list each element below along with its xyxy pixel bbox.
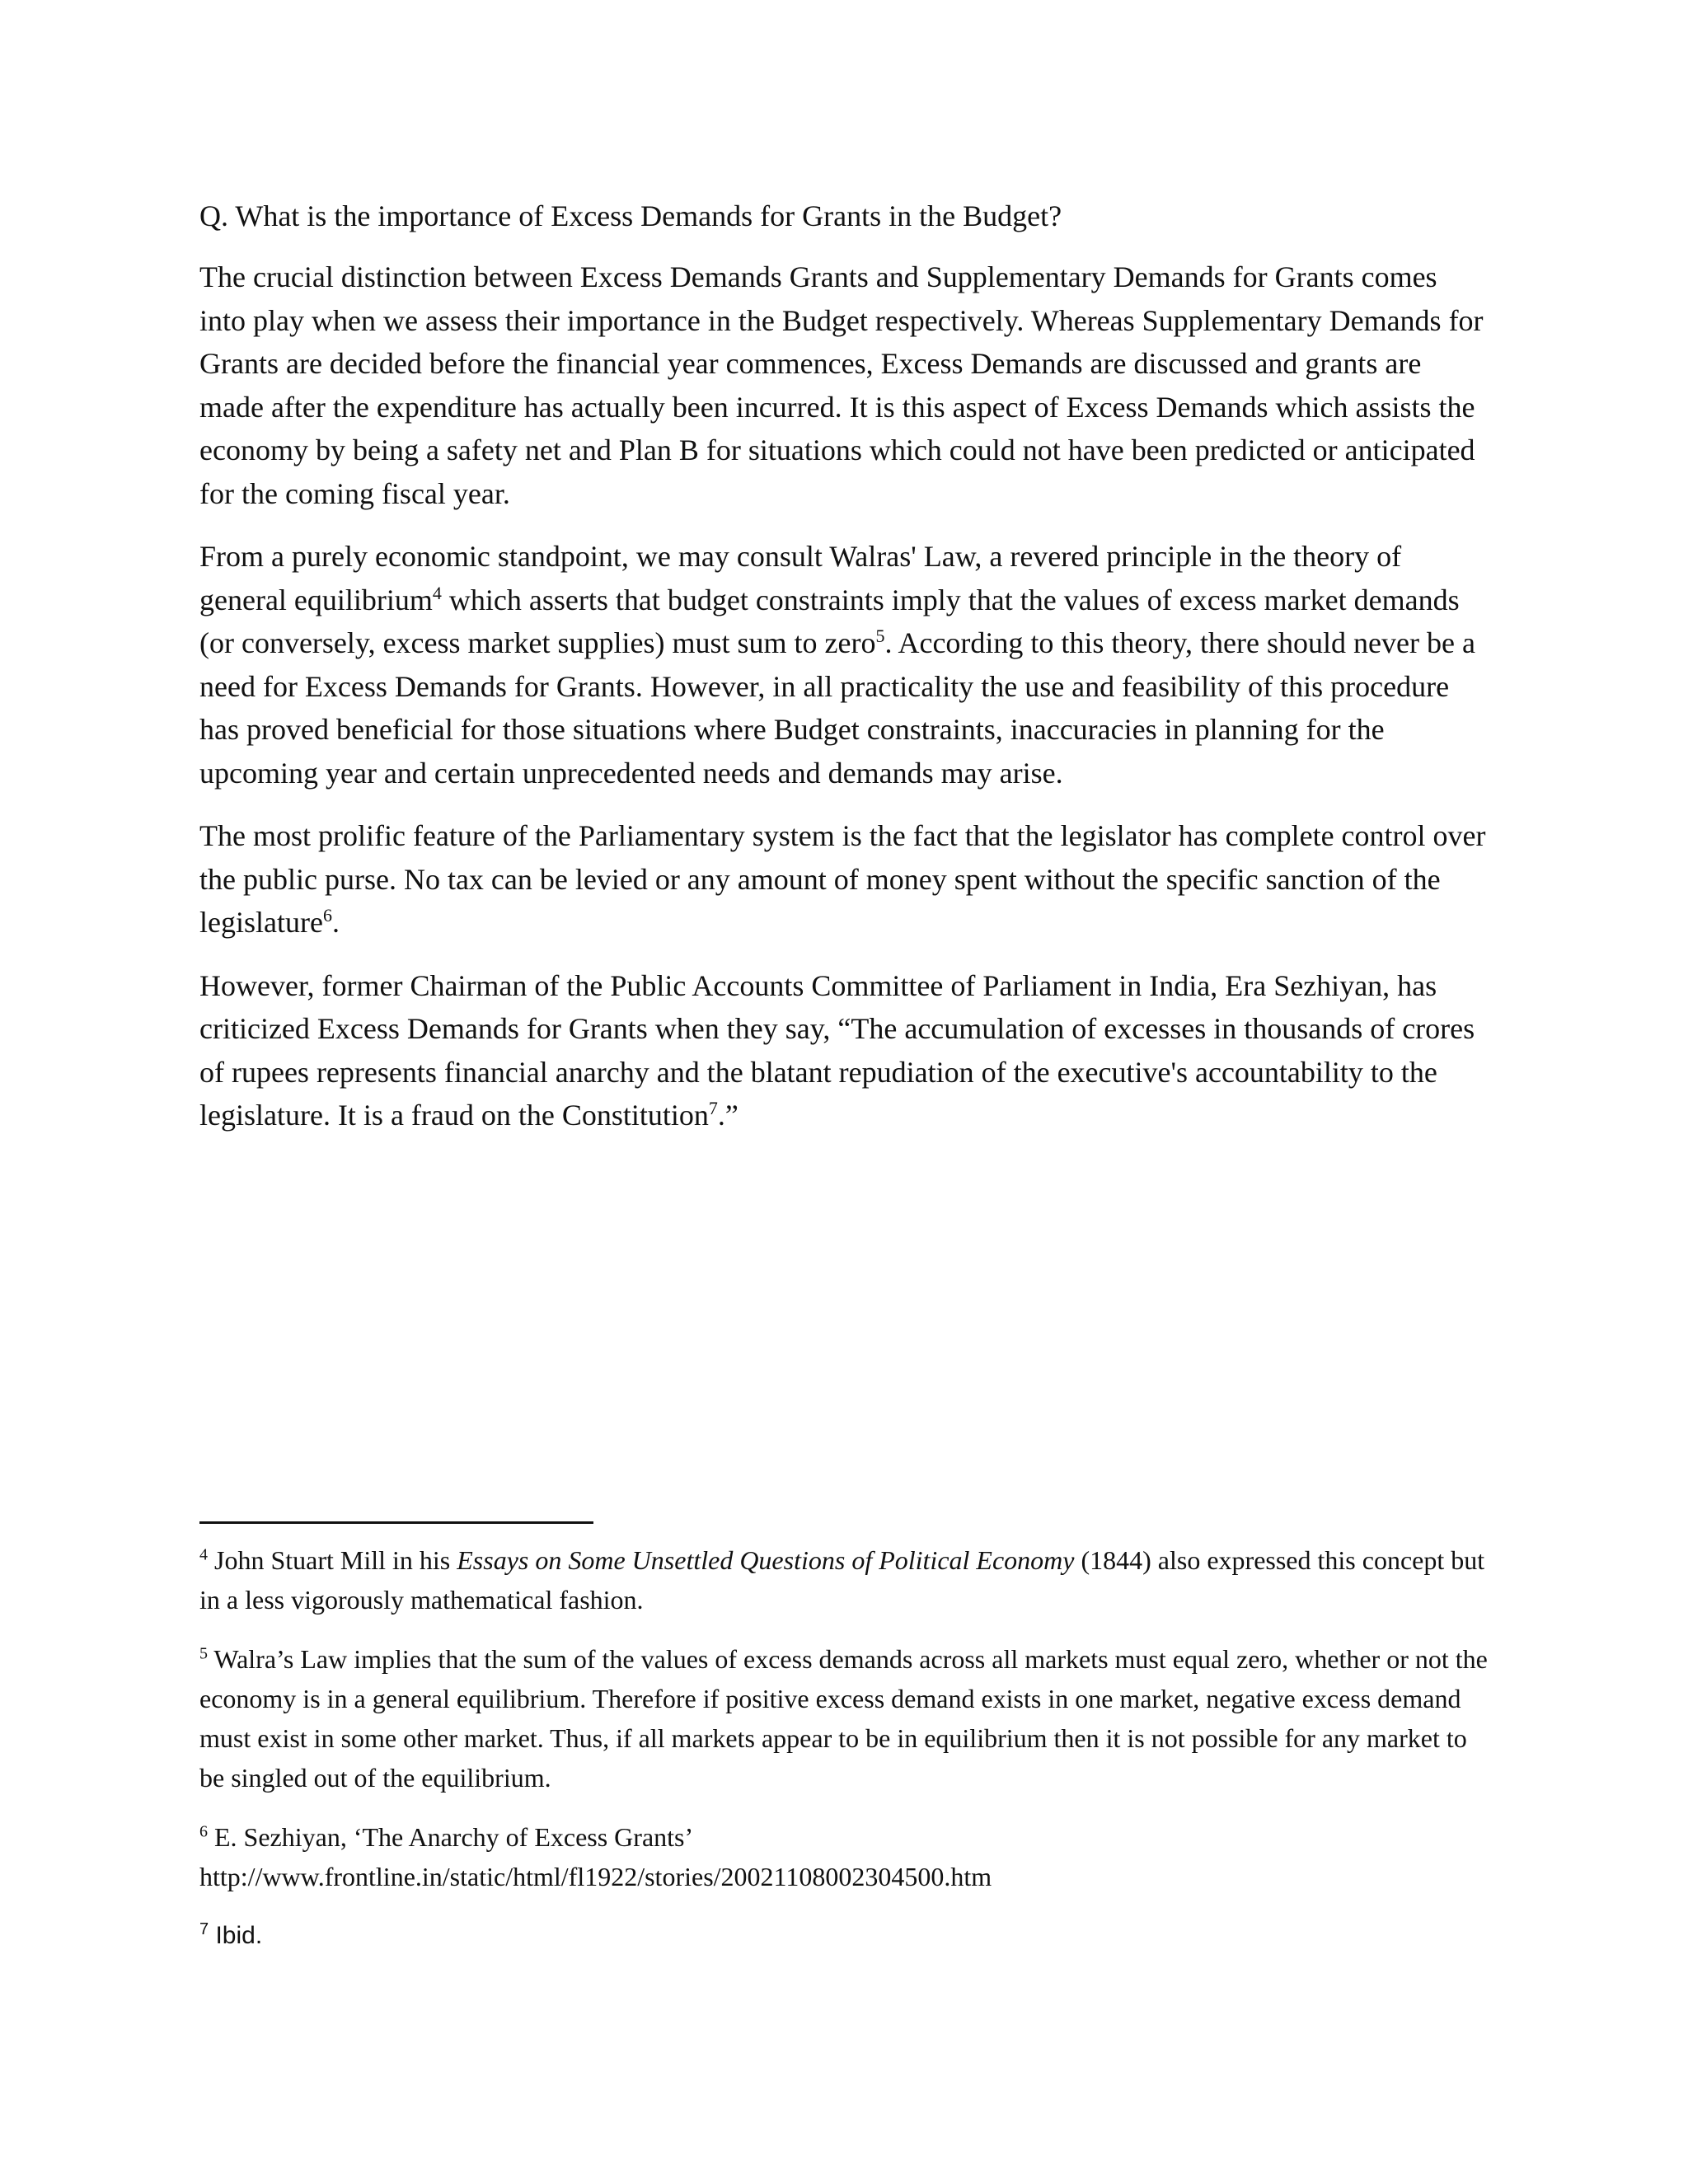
- footnote-mark: 7: [199, 1920, 209, 1938]
- footnote-divider: [199, 1521, 593, 1524]
- footnote-ref-7: 7: [708, 1098, 718, 1118]
- footnote-mark: 5: [199, 1644, 208, 1663]
- footnote-5: [199, 1639, 1490, 1797]
- book-title: Essays on Some Unsettled Questions of Political Economy: [457, 1545, 1075, 1575]
- footnote-7: [199, 1916, 1490, 1956]
- paragraph-text: However, former Chairman of the Public Accounts Committee of Parliament in India, Era Sezhiyan, has criticized Excess Demands for Grants when they say, “The accumulation of excesses in thousands of crores of rupees represents financial anarchy and the blatant repudiation of the executive's accountability to the legislature. It is a fraud on the Constitution: [199, 968, 1475, 1132]
- footnote-text: E. Sezhiyan, ‘The Anarchy of Excess Grants’: [208, 1822, 694, 1852]
- footnote-text: John Stuart Mill in his: [208, 1545, 457, 1575]
- footnote-mark: 4: [199, 1545, 208, 1564]
- footnote-text: (1844) also expressed this concept but in a less vigorously mathematical fashion.: [199, 1545, 1485, 1615]
- question-heading: Q. What is the importance of Excess Demands for Grants in the Budget?: [199, 199, 1062, 232]
- document-body: [199, 194, 1490, 1157]
- footnote-ref-6: 6: [322, 905, 332, 926]
- paragraph-text: From a purely economic standpoint, we may consult Walras' Law, a revered principle in the theory of general equilibrium: [199, 540, 1402, 616]
- footnote-text: Ibid.: [209, 1922, 263, 1949]
- paragraph-distinction: The crucial distinction between Excess Demands Grants and Supplementary Demands for Grants comes into play when we assess their importance in the Budget respectively. Whereas Supplementary Demands for Grants are decided before the financial year commences, Excess Demands are discussed and grants are made after the expenditure has actually been incurred. It is this aspect of Excess Demands which assists the economy by being a safety net and Plan B for situations which could not have been predicted or anticipated for the coming fiscal year.: [199, 260, 1484, 510]
- footnote-link[interactable]: http://www.frontline.in/static/html/fl1922/stories/20021108002304500.htm: [199, 1862, 992, 1891]
- paragraph-walras-law: [199, 535, 1490, 794]
- footnotes-section: [199, 1521, 1490, 1975]
- paragraph-text: The most prolific feature of the Parliamentary system is the fact that the legislator has complete control over the public purse. No tax can be levied or any amount of money spent without the specific sanction of the legislature: [199, 819, 1486, 939]
- paragraph-text: . According to this theory, there should never be a need for Excess Demands for Grants. However, in all practicality the use and feasibility of this procedure has proved beneficial for those situations where Budget constraints, inaccuracies in planning for the upcoming year and certain unprecedented needs and demands may arise.: [199, 626, 1475, 790]
- footnote-ref-5: 5: [875, 626, 885, 646]
- footnote-ref-4: 4: [432, 582, 442, 603]
- paragraph-sezhiyan-quote: [199, 964, 1490, 1137]
- paragraph-parliamentary-system: [199, 814, 1490, 944]
- footnote-text: Walra’s Law implies that the sum of the values of excess demands across all markets must equal zero, whether or not the economy is in a general equilibrium. Therefore if positive excess demand exists in one market, negative excess demand must exist in some other market. Thus, if all markets appear to be in equilibrium then it is not possible for any market to be singled out of the equilibrium.: [199, 1644, 1488, 1793]
- footnote-6: [199, 1817, 1490, 1896]
- footnote-mark: 6: [199, 1822, 208, 1841]
- paragraph-text: which asserts that budget constraints imply that the values of excess market demands (or conversely, excess market supplies) must sum to zero: [199, 583, 1460, 659]
- footnote-4: [199, 1540, 1490, 1619]
- paragraph-text: .”: [717, 1099, 738, 1132]
- paragraph-text: .: [331, 906, 340, 939]
